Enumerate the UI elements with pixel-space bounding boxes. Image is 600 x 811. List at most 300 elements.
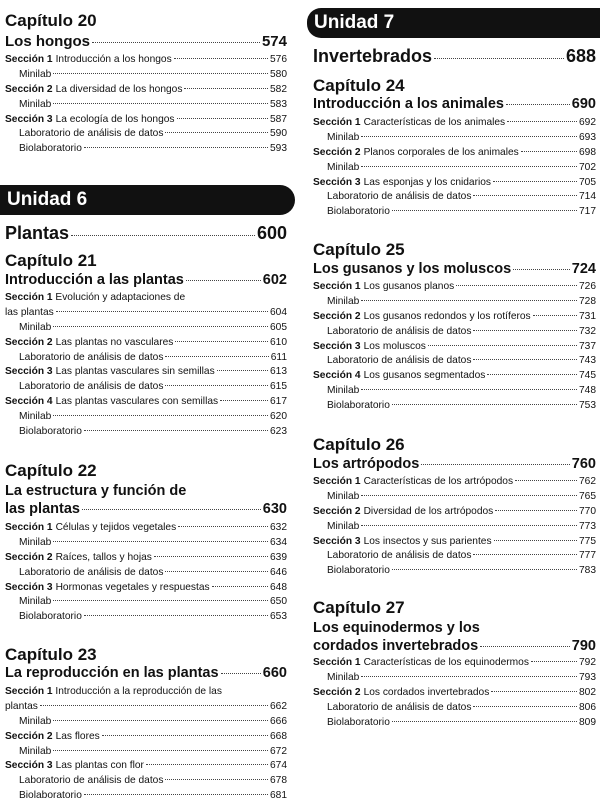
chapter-title-text: Los gusanos y los moluscos	[313, 261, 512, 277]
chapter-26-heading: Capítulo 26	[313, 435, 405, 454]
entry-page: 692	[579, 117, 596, 128]
entry-page: 806	[579, 701, 596, 713]
entry-page: 702	[579, 161, 596, 173]
entry-page: 617	[270, 396, 287, 408]
entry-text: Las plantas con flor	[55, 760, 144, 772]
section-label: Sección 1	[313, 117, 361, 128]
toc-sub-entry[interactable]	[313, 325, 596, 340]
chapter-26-title-row[interactable]	[313, 456, 596, 475]
leader-dots	[165, 356, 268, 357]
entry-text: Minilab	[19, 411, 52, 423]
entry-text: Biolaboratorio	[19, 426, 82, 438]
entry-text: Minilab	[327, 295, 360, 307]
section-label: Sección 2	[5, 336, 53, 348]
entry-page: 802	[579, 686, 596, 698]
entry-page: 620	[270, 411, 287, 423]
chapter-20-title-row[interactable]	[5, 33, 287, 52]
toc-section-entry[interactable]	[5, 395, 287, 410]
leader-dots	[487, 374, 577, 375]
leader-dots	[53, 600, 268, 601]
chapter-24-heading: Capítulo 24	[313, 76, 405, 95]
entry-text: Laboratorio de análisis de datos	[327, 191, 472, 203]
chapter-title-text: Los hongos	[5, 33, 90, 50]
entry-text: Características de los artrópodos	[363, 476, 514, 487]
entry-page: 604	[270, 306, 287, 318]
leader-dots	[174, 58, 268, 59]
unit-7-title-row[interactable]	[313, 46, 596, 70]
entry-page: 770	[579, 505, 596, 517]
chapter-27-entries	[313, 656, 596, 730]
entry-page: 714	[579, 191, 596, 203]
toc-sub-entry[interactable]	[5, 142, 287, 157]
entry-page: 666	[270, 715, 287, 727]
chapter-title-page: 760	[571, 456, 596, 472]
entry-text: Laboratorio de análisis de datos	[19, 566, 164, 578]
entry-page: 646	[270, 566, 287, 578]
entry-text: Minilab	[327, 671, 360, 683]
entry-text: Las plantas no vasculares	[55, 336, 174, 348]
chapter-25-title-row[interactable]	[313, 261, 596, 280]
chapter-title-text: Introducción a los animales	[313, 96, 504, 112]
entry-text: Laboratorio de análisis de datos	[19, 775, 164, 787]
leader-dots	[507, 121, 577, 122]
leader-dots	[392, 569, 577, 570]
entry-text: Las flores	[55, 730, 100, 742]
entry-page: 773	[579, 520, 596, 532]
entry-text: Laboratorio de análisis de datos	[327, 550, 472, 562]
toc-sub-entry[interactable]	[313, 549, 596, 564]
entry-page: 678	[270, 775, 287, 787]
entry-page: 783	[579, 565, 596, 577]
leader-dots	[473, 195, 577, 196]
entry-page: 693	[579, 131, 596, 143]
section-label: Sección 1	[313, 281, 361, 292]
entry-text: Los insectos y sus parientes	[363, 535, 492, 547]
section-label: Sección 3	[5, 760, 53, 772]
entry-page: 674	[270, 760, 287, 772]
chapter-title-text: Introducción a las plantas	[5, 272, 184, 288]
section-label: Sección 1	[313, 657, 361, 668]
toc-section-entry[interactable]	[5, 113, 287, 128]
entry-text: Los gusanos planos	[363, 281, 455, 292]
entry-text: Los moluscos	[363, 340, 426, 352]
toc-sub-entry[interactable]	[313, 295, 596, 310]
leader-dots	[220, 400, 268, 401]
leader-dots	[491, 691, 577, 692]
toc-sub-entry[interactable]	[313, 399, 596, 414]
toc-sub-entry[interactable]	[5, 715, 287, 730]
chapter-21-title-row[interactable]	[5, 272, 287, 291]
chapter-title-line2	[313, 638, 596, 657]
toc-section-entry[interactable]	[313, 656, 596, 671]
leader-dots	[361, 136, 577, 137]
entry-page: 613	[270, 366, 287, 378]
leader-dots	[154, 556, 268, 557]
toc-sub-entry[interactable]	[313, 520, 596, 535]
entry-page: 576	[270, 54, 287, 65]
leader-dots	[515, 480, 577, 481]
toc-section-entry[interactable]	[5, 83, 287, 98]
entry-text: Células y tejidos vegetales	[55, 522, 177, 533]
leader-dots	[513, 269, 570, 270]
leader-dots	[434, 58, 564, 59]
leader-dots	[53, 326, 268, 327]
entry-text: Laboratorio de análisis de datos	[19, 381, 164, 393]
entry-page: 580	[270, 68, 287, 80]
toc-section-entry[interactable]	[313, 475, 596, 490]
toc-section-entry[interactable]	[5, 336, 287, 351]
entry-page: 632	[270, 522, 287, 533]
entry-page: 777	[579, 550, 596, 562]
entry-text: Minilab	[19, 98, 52, 110]
chapter-26-entries	[313, 475, 596, 579]
toc-sub-entry[interactable]	[5, 745, 287, 760]
toc-sub-entry[interactable]	[5, 595, 287, 610]
entry-page: 737	[579, 340, 596, 352]
entry-text: Biolaboratorio	[327, 565, 390, 577]
entry-text: Introducción a la reproducción de las	[55, 686, 222, 697]
toc-section-entry[interactable]	[313, 535, 596, 550]
entry-text: Hormonas vegetales y respuestas	[55, 581, 210, 593]
entry-text: Minilab	[327, 161, 360, 173]
entry-text: Minilab	[19, 715, 52, 727]
toc-sub-entry[interactable]	[313, 190, 596, 205]
leader-dots	[421, 464, 569, 465]
entry-text: Características de los animales	[363, 117, 506, 128]
leader-dots	[212, 586, 268, 587]
entry-text: Laboratorio de análisis de datos	[19, 128, 164, 140]
entry-text: Laboratorio de análisis de datos	[327, 701, 472, 713]
entry-text: Raíces, tallos y hojas	[55, 551, 152, 563]
entry-text: Introducción a los hongos	[55, 54, 172, 65]
chapter-23-entries	[5, 685, 287, 804]
toc-sub-entry[interactable]	[313, 490, 596, 505]
entry-page: 590	[270, 128, 287, 140]
leader-dots	[82, 509, 261, 510]
entry-text: Biolaboratorio	[327, 716, 390, 728]
chapter-23-entry-list	[5, 715, 287, 804]
entry-text: Biolaboratorio	[327, 206, 390, 218]
toc-section-entry[interactable]	[5, 53, 287, 68]
entry-page: 634	[270, 536, 287, 548]
section-label: Sección 2	[313, 505, 361, 517]
entry-text: Minilab	[19, 68, 52, 80]
leader-dots	[361, 676, 577, 677]
chapter-title-line1: La estructura y función de	[5, 483, 187, 499]
leader-dots	[40, 705, 268, 706]
chapter-title-line1: Los equinodermos y los	[313, 620, 480, 636]
toc-sub-entry[interactable]	[313, 671, 596, 686]
leader-dots	[533, 315, 577, 316]
toc-sub-entry[interactable]	[313, 716, 596, 731]
leader-dots	[480, 646, 570, 647]
toc-sub-entry[interactable]	[313, 161, 596, 176]
leader-dots	[53, 103, 268, 104]
leader-dots	[473, 359, 577, 360]
toc-section-entry[interactable]	[5, 551, 287, 566]
leader-dots	[521, 151, 577, 152]
entry-text: Los cordados invertebrados	[363, 686, 490, 698]
entry-page: 775	[579, 535, 596, 547]
chapter-title-page: 574	[261, 33, 287, 50]
leader-dots	[56, 311, 268, 312]
chapter-25-heading: Capítulo 25	[313, 240, 405, 259]
leader-dots	[53, 415, 268, 416]
entry-text: Minilab	[327, 520, 360, 532]
leader-dots	[473, 330, 577, 331]
entry-text: Biolaboratorio	[19, 143, 82, 155]
entry-page: 728	[579, 295, 596, 307]
leader-dots	[361, 300, 577, 301]
unit-title-page: 688	[565, 46, 596, 66]
entry-text: Biolaboratorio	[19, 611, 82, 623]
leader-dots	[493, 181, 577, 182]
toc-sub-entry[interactable]	[5, 610, 287, 625]
toc-sub-entry[interactable]	[313, 354, 596, 369]
toc-section-entry[interactable]	[313, 505, 596, 520]
section-label: Sección 2	[5, 551, 53, 563]
section-label: Sección 2	[313, 686, 361, 698]
toc-sub-entry[interactable]	[5, 410, 287, 425]
unit-title-text: Plantas	[5, 223, 70, 243]
entry-page: 705	[579, 176, 596, 188]
toc-section-entry[interactable]	[5, 581, 287, 596]
chapter-22-entries	[5, 521, 287, 625]
section-label: Sección 3	[313, 176, 361, 188]
entry-text: Minilab	[19, 536, 52, 548]
toc-sub-entry[interactable]	[5, 774, 287, 789]
toc-sub-entry[interactable]	[5, 425, 287, 440]
entry-page: 653	[270, 611, 287, 623]
unit-title-text: Invertebrados	[313, 46, 433, 66]
entry-line[interactable]	[5, 685, 287, 700]
entry-page: 809	[579, 716, 596, 728]
toc-section-entry[interactable]	[5, 730, 287, 745]
leader-dots	[53, 750, 268, 751]
entry-page: 745	[579, 370, 596, 382]
chapter-title-text: cordados invertebrados	[313, 638, 479, 654]
leader-dots	[53, 541, 268, 542]
entry-text: plantas	[5, 700, 38, 712]
toc-section-entry[interactable]	[313, 116, 596, 131]
toc-sub-entry[interactable]	[5, 566, 287, 581]
section-label: Sección 3	[5, 113, 53, 125]
entry-line[interactable]	[5, 306, 287, 321]
entry-text: Laboratorio de análisis de datos	[327, 325, 472, 337]
entry-text: Minilab	[19, 596, 52, 608]
entry-page: 793	[579, 671, 596, 683]
leader-dots	[92, 42, 260, 43]
entry-text: Las plantas vasculares sin semillas	[55, 366, 215, 378]
chapter-title-text: La reproducción en las plantas	[5, 665, 219, 681]
entry-text: Las esponjas y los cnidarios	[363, 176, 491, 188]
entry-page: 762	[579, 476, 596, 487]
entry-page: 681	[270, 790, 287, 802]
leader-dots	[146, 764, 268, 765]
toc-section-entry[interactable]	[5, 759, 287, 774]
section-label: Sección 2	[5, 730, 53, 742]
section-label: Sección 2	[313, 310, 361, 322]
entry-page: 731	[579, 310, 596, 322]
leader-dots	[473, 706, 577, 707]
entry-text: Laboratorio de análisis de datos	[327, 355, 472, 367]
section-label: Sección 1	[5, 292, 53, 303]
leader-dots	[178, 526, 268, 527]
entry-page: 753	[579, 400, 596, 412]
entry-text: Minilab	[19, 745, 52, 757]
unit-6-banner: Unidad 6	[0, 185, 295, 215]
leader-dots	[392, 210, 577, 211]
chapter-21-entries	[5, 291, 287, 440]
entry-page: 593	[270, 143, 287, 155]
section-label: Sección 3	[313, 340, 361, 352]
section-label: Sección 2	[5, 83, 53, 95]
section-label: Sección 1	[5, 522, 53, 533]
entry-text: Minilab	[327, 385, 360, 397]
toc-section-entry[interactable]	[313, 146, 596, 161]
leader-dots	[177, 118, 268, 119]
entry-page: 582	[270, 83, 287, 95]
leader-dots	[165, 779, 268, 780]
toc-section-entry[interactable]	[5, 521, 287, 536]
leader-dots	[186, 280, 261, 281]
chapter-22-title[interactable]	[5, 483, 287, 520]
chapter-title-text: Los artrópodos	[313, 456, 420, 472]
entry-page: 717	[579, 206, 596, 218]
entry-text: Evolución y adaptaciones de	[55, 292, 186, 303]
entry-page: 611	[270, 351, 287, 363]
leader-dots	[221, 673, 261, 674]
toc-sub-entry[interactable]	[5, 127, 287, 142]
chapter-27-title[interactable]	[313, 620, 596, 657]
leader-dots	[84, 794, 268, 795]
leader-dots	[165, 132, 268, 133]
entry-line[interactable]	[5, 291, 287, 306]
leader-dots	[53, 720, 268, 721]
leader-dots	[361, 525, 577, 526]
chapter-27-heading: Capítulo 27	[313, 598, 405, 617]
entry-page: 698	[579, 146, 596, 158]
toc-section-entry[interactable]	[313, 369, 596, 384]
entry-line[interactable]	[5, 700, 287, 715]
entry-page: 748	[579, 385, 596, 397]
entry-page: 615	[270, 381, 287, 393]
toc-sub-entry[interactable]	[313, 701, 596, 716]
entry-text: Los gusanos redondos y los rotíferos	[363, 310, 531, 322]
toc-sub-entry[interactable]	[313, 384, 596, 399]
entry-text: Minilab	[327, 131, 360, 143]
chapter-24-entries	[313, 116, 596, 220]
toc-sub-entry[interactable]	[5, 380, 287, 395]
leader-dots	[361, 389, 577, 390]
toc-sub-entry[interactable]	[5, 789, 287, 804]
entry-text: La diversidad de los hongos	[55, 83, 183, 95]
leader-dots	[71, 235, 255, 236]
entry-text: Características de los equinodermos	[363, 657, 529, 668]
toc-sub-entry[interactable]	[5, 351, 287, 366]
leader-dots	[428, 345, 577, 346]
leader-dots	[361, 495, 577, 496]
entry-text: Los gusanos segmentados	[363, 370, 486, 382]
toc-section-entry[interactable]	[313, 340, 596, 355]
chapter-21-entry-list	[5, 321, 287, 440]
entry-text: Biolaboratorio	[327, 400, 390, 412]
entry-text: Laboratorio de análisis de datos	[19, 351, 164, 363]
entry-text: La ecología de los hongos	[55, 113, 175, 125]
toc-section-entry[interactable]	[313, 280, 596, 295]
chapter-title-page: 690	[571, 96, 596, 112]
toc-sub-entry[interactable]	[5, 98, 287, 113]
entry-page: 743	[579, 355, 596, 367]
chapter-23-title-row[interactable]	[5, 665, 287, 684]
chapter-title-page: 630	[262, 501, 287, 517]
leader-dots	[531, 661, 577, 662]
toc-sub-entry[interactable]	[313, 131, 596, 146]
entry-page: 605	[270, 321, 287, 333]
chapter-title-page: 790	[571, 638, 596, 654]
leader-dots	[392, 404, 577, 405]
leader-dots	[494, 540, 577, 541]
leader-dots	[184, 88, 268, 89]
leader-dots	[495, 510, 577, 511]
toc-section-entry[interactable]	[313, 686, 596, 701]
section-label: Sección 3	[313, 535, 361, 547]
chapter-title-page: 602	[262, 272, 287, 288]
entry-text: Planos corporales de los animales	[363, 146, 519, 158]
entry-page: 732	[579, 325, 596, 337]
leader-dots	[392, 721, 577, 722]
toc-sub-entry[interactable]	[313, 564, 596, 579]
toc-section-entry[interactable]	[313, 176, 596, 191]
toc-sub-entry[interactable]	[313, 205, 596, 220]
entry-page: 623	[270, 426, 287, 438]
leader-dots	[361, 166, 577, 167]
chapter-24-title-row[interactable]	[313, 96, 596, 115]
unit-6-title-row[interactable]	[5, 223, 287, 247]
entry-page: 765	[579, 490, 596, 502]
leader-dots	[473, 554, 577, 555]
entry-page: 662	[270, 700, 287, 712]
chapter-20-heading: Capítulo 20	[5, 11, 97, 30]
leader-dots	[102, 735, 268, 736]
unit-title-page: 600	[256, 223, 287, 243]
entry-text: Biolaboratorio	[19, 790, 82, 802]
leader-dots	[84, 430, 268, 431]
entry-page: 648	[270, 581, 287, 593]
entry-page: 583	[270, 98, 287, 110]
section-label: Sección 2	[313, 146, 361, 158]
leader-dots	[53, 73, 268, 74]
entry-text: Minilab	[19, 321, 52, 333]
chapter-title-page: 724	[571, 261, 596, 277]
chapter-title-page: 660	[262, 665, 287, 681]
chapter-20-entries	[5, 53, 287, 157]
leader-dots	[165, 385, 268, 386]
chapter-title-text: las plantas	[5, 501, 80, 517]
toc-section-entry[interactable]	[5, 365, 287, 380]
entry-page: 672	[270, 745, 287, 757]
toc-sub-entry[interactable]	[5, 536, 287, 551]
chapter-25-entries	[313, 280, 596, 414]
leader-dots	[84, 147, 268, 148]
toc-sub-entry[interactable]	[5, 321, 287, 336]
section-label: Sección 3	[5, 366, 53, 378]
chapter-title-line2	[5, 501, 287, 520]
toc-section-entry[interactable]	[313, 310, 596, 325]
toc-sub-entry[interactable]	[5, 68, 287, 83]
entry-page: 587	[270, 113, 287, 125]
leader-dots	[506, 104, 570, 105]
